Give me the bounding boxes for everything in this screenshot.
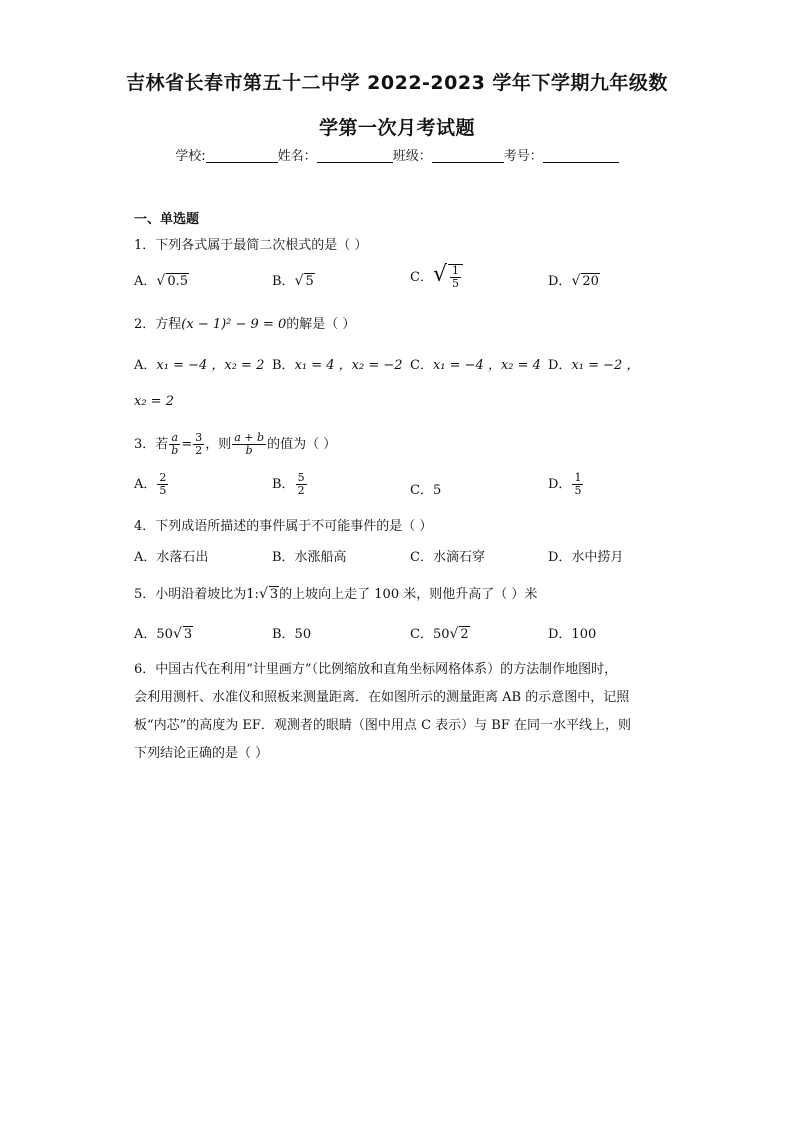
question-5-stem [134, 583, 537, 602]
q3-option-c[interactable] [410, 479, 441, 498]
exam-title-line2: 学第一次月考试题 [318, 117, 475, 139]
section-heading: 一、单选题 [134, 212, 200, 227]
radicand: 0.5 [167, 274, 188, 289]
radicand: 2 [460, 627, 469, 642]
q4-option-c[interactable]: C．水滴石穿 [410, 550, 485, 565]
sqrt-icon: √ [449, 626, 459, 642]
exam-title-line1: 吉林省长春市第五十二中学 2022-2023 学年下学期九年级数 [126, 72, 668, 94]
option-label: C． [410, 358, 433, 373]
q3-option-a[interactable] [134, 472, 169, 497]
option-label: A． [134, 358, 157, 373]
q5-option-b[interactable]: B．50 [272, 627, 312, 642]
radicand: 5 [305, 274, 314, 289]
sqrt-icon: √ [294, 273, 304, 289]
student-info-line [0, 145, 794, 164]
coefficient: 50 [432, 627, 450, 642]
stem-middle: ，则 [205, 437, 232, 452]
stem-prefix: 5．小明沿着坡比为 [134, 587, 247, 602]
class-blank[interactable] [432, 148, 504, 163]
option-value: x₁ = 4 ，x₂ = −2 [294, 358, 403, 373]
q2-option-d[interactable] [548, 354, 639, 373]
question-2-stem [134, 313, 355, 332]
radicand: 3 [269, 587, 279, 602]
fraction-denominator: 5 [451, 277, 459, 290]
option-value: 5 [432, 483, 442, 498]
option-label: A． [134, 274, 157, 289]
option-value: x₁ = −4 ，x₂ = 2 [156, 358, 265, 373]
q5-option-c[interactable] [410, 623, 470, 642]
equals-sign: = [181, 437, 193, 452]
q1-option-a[interactable] [134, 270, 189, 289]
fraction-numerator: 1 [451, 264, 459, 277]
class-label: 班级： [392, 149, 432, 164]
paragraph-line: 板“内芯”的高度为 EF．观测者的眼睛（图中用点 C 表示）与 BF 在同一水平线上，则 [134, 718, 631, 733]
radicand: 20 [582, 274, 599, 289]
fraction-denominator: b [245, 444, 253, 457]
option-label: C． [410, 483, 433, 498]
stem-suffix: 的值为（ ） [267, 437, 337, 452]
option-value: x₂ = 2 [134, 394, 174, 409]
fraction-numerator: a + b [234, 431, 265, 444]
stem-prefix: 2．方程 [134, 317, 182, 332]
fraction-denominator: 5 [159, 484, 167, 497]
option-label: A． [134, 627, 157, 642]
ratio-prefix: 1: [246, 587, 259, 602]
stem-suffix: 的上坡向上走了 100 米，则他升高了（ ）米 [279, 587, 538, 602]
option-label: A． [134, 477, 157, 492]
option-label: B． [272, 358, 295, 373]
number-label: 考号： [503, 149, 543, 164]
fraction-numerator: 3 [195, 431, 203, 444]
q5-option-d[interactable]: D．100 [548, 627, 597, 642]
q2-option-a[interactable] [134, 354, 264, 373]
q3-option-b[interactable] [272, 472, 308, 497]
sqrt-icon: √ [571, 273, 581, 289]
option-label: C． [410, 270, 433, 285]
school-label: 学校: [175, 149, 206, 164]
sqrt-icon: √ [258, 586, 268, 602]
question-4-stem: 4．下列成语所描述的事件属于不可能事件的是（ ） [134, 519, 433, 534]
stem-suffix: 的解是（ ） [286, 317, 356, 332]
q2-option-d-continued [134, 394, 174, 409]
question-3-stem [134, 432, 336, 457]
coefficient: 50 [156, 627, 173, 642]
option-label: C． [410, 627, 433, 642]
q2-option-b[interactable] [272, 354, 403, 373]
name-label: 姓名： [277, 149, 317, 164]
q2-option-c[interactable] [410, 354, 541, 373]
school-blank[interactable] [206, 148, 278, 163]
option-label: D． [548, 274, 572, 289]
q3-option-d[interactable] [548, 472, 584, 497]
equation: (x − 1)² − 9 = 0 [181, 317, 287, 332]
option-value: x₁ = −4 ，x₂ = 4 [432, 358, 541, 373]
fraction-denominator: b [171, 444, 179, 457]
fraction-denominator: 2 [195, 444, 203, 457]
fraction-numerator: 5 [297, 471, 305, 484]
fraction-numerator: a [169, 432, 180, 445]
q4-option-a[interactable]: A．水落石出 [134, 550, 209, 565]
sqrt-icon: √ [156, 273, 166, 289]
fraction-numerator: 2 [159, 471, 167, 484]
paragraph-line: 会利用测杆、水准仪和照板来测量距离．在如图所示的测量距离 AB 的示意图中，记照 [134, 690, 630, 705]
fraction-numerator: 1 [574, 471, 582, 484]
question-6-stem [134, 656, 674, 768]
option-label: D． [548, 358, 572, 373]
paragraph-line: 下列结论正确的是（ ） [134, 746, 269, 761]
option-label: D． [548, 477, 572, 492]
fraction-denominator: 2 [297, 484, 305, 497]
question-1-stem: 1．下列各式属于最简二次根式的是（ ） [134, 238, 368, 253]
sqrt-icon: √ [172, 626, 182, 642]
option-label: B． [272, 274, 295, 289]
fraction-denominator: 5 [574, 484, 582, 497]
q4-option-b[interactable]: B．水涨船高 [272, 550, 347, 565]
q1-option-d[interactable] [548, 270, 600, 289]
q1-option-c[interactable] [410, 262, 463, 290]
option-label: B． [272, 477, 295, 492]
name-blank[interactable] [317, 148, 393, 163]
stem-prefix: 3．若 [134, 437, 169, 452]
q1-option-b[interactable] [272, 270, 315, 289]
radicand: 3 [183, 627, 193, 642]
number-blank[interactable] [543, 148, 619, 163]
q5-option-a[interactable] [134, 623, 193, 642]
option-value: x₁ = −2 ， [571, 358, 640, 373]
q4-option-d[interactable]: D．水中捞月 [548, 550, 624, 565]
sqrt-icon: √ [432, 262, 447, 287]
paragraph-line: 6．中国古代在利用“计里画方”（比例缩放和直角坐标网格体系）的方法制作地图时， [134, 662, 618, 677]
